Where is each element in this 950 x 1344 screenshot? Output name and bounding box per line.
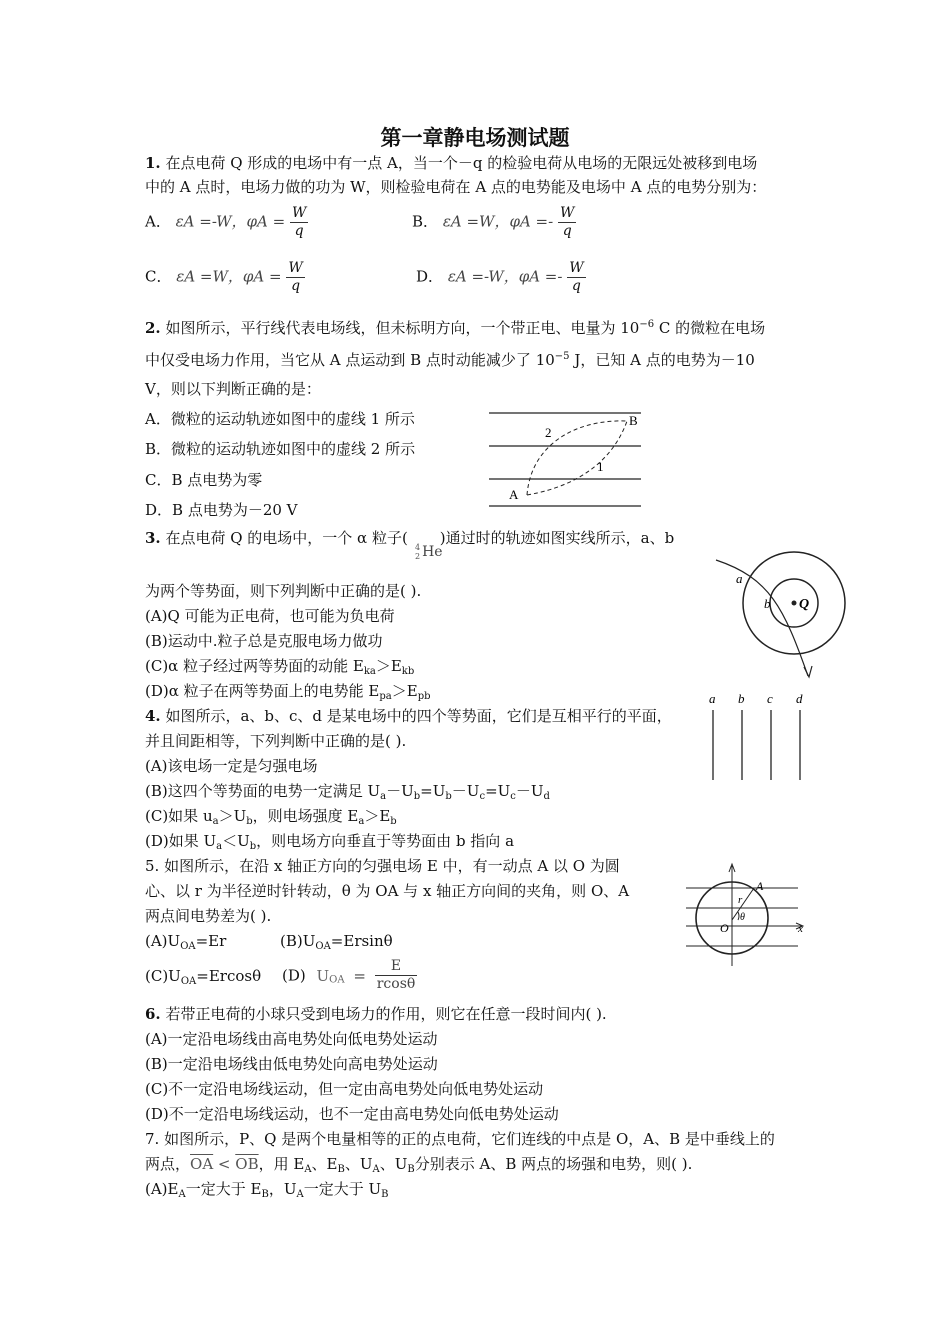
q5-option-c: $(C)U_{OA}=Ercos\theta$	[145, 967, 262, 987]
q5-option-b: $(B)U_{OA}=Ersin\theta$	[280, 932, 393, 952]
q2-option-c: C．B 点电势为零	[145, 471, 263, 489]
q7-stem-line2: 两点，$\overline{OA} < \overline{OB}$，用 $E_A$、$E_B$、$U_A$、$U_B$分别表示 A、B 两点的场强和电势，则( ).	[145, 1155, 693, 1175]
q1-option-b: B． εA =W，φA =- $\frac{W}{q}$	[412, 205, 575, 239]
label-q: Q	[799, 597, 810, 612]
label-1: 1	[597, 459, 604, 474]
label-a: a	[736, 571, 743, 586]
q2-stem-line2: 中仅受电场力作用，当它从 A 点运动到 B 点时动能减少了 $10^{-5}$ J，已知 A 点的电势为－10	[145, 351, 755, 369]
trajectory-1	[527, 421, 627, 495]
fraction: $\frac{W}{q}$	[569, 260, 584, 294]
q4-option-b: (B)这四个等势面的电势一定满足 $U_a-U_b=U_b-U_c=U_c-U_d$	[145, 782, 550, 802]
q5-circle-motion-figure	[678, 858, 818, 970]
label-b: B	[629, 413, 638, 428]
label-2: 2	[545, 425, 552, 440]
q5-stem-line2: 心、以 r 为半径逆时针转动，θ 为 OA 与 x 轴正方向间的夹角，则 O、A	[145, 882, 630, 900]
q4-option-c: (C)如果 $u_a>U_b$，则电场强度 $E_a>E_b$	[145, 807, 397, 827]
label-a: A	[756, 879, 764, 893]
label-d: d	[796, 691, 803, 706]
fraction: $\frac{W}{q}$	[291, 205, 307, 239]
q3-stem-line1: 3. 在点电荷 Q 的电场中，一个 α 粒子( )通过时的轨迹如图实线所示，a、b	[145, 529, 675, 547]
q2-field-lines-figure	[485, 405, 645, 510]
label-c: c	[767, 691, 773, 706]
q4-option-d: (D)如果 $U_a<U_b$，则电场方向垂直于等势面由 b 指向 a	[145, 832, 515, 852]
label-b: b	[764, 596, 771, 611]
q1-option-c: C． εA =W，φA = $\frac{W}{q}$	[145, 260, 303, 294]
q3-equipotential-figure	[712, 548, 847, 683]
alpha-trajectory	[716, 560, 808, 676]
q7-option-a: $(A)E_A$一定大于 $E_B$，$U_A$一定大于 $U_B$	[145, 1180, 389, 1200]
q4-stem-line2: 并且间距相等，下列判断中正确的是( ).	[145, 732, 407, 750]
page-title: 第一章静电场测试题	[380, 126, 570, 150]
q3-option-b: (B)运动中.粒子总是克服电场力做功	[145, 632, 383, 650]
label-o: O	[720, 921, 729, 935]
label-b: b	[738, 691, 745, 706]
fraction: $\frac{W}{q}$	[559, 205, 575, 239]
q2-option-a: A．微粒的运动轨迹如图中的虚线 1 所示	[145, 410, 415, 428]
label-theta: θ	[740, 912, 745, 923]
label-r: r	[738, 894, 743, 906]
fraction: $\frac{W}{q}$	[288, 260, 303, 294]
q6-option-b: (B)一定沿电场线由低电势处向高电势处运动	[145, 1055, 438, 1073]
q6-option-a: (A)一定沿电场线由高电势处向低电势处运动	[145, 1030, 438, 1048]
charge-q	[792, 601, 797, 606]
q1-stem-line1: 1. 在点电荷 Q 形成的电场中有一点 A，当一个－q 的检验电荷从电场的无限远处被移到电场	[145, 154, 758, 172]
helium-nuclide: 4 2 He	[415, 543, 443, 561]
q6-stem: 6. 若带正电荷的小球只受到电场力的作用，则它在任意一段时间内( ).	[145, 1005, 607, 1023]
q2-option-b: B．微粒的运动轨迹如图中的虚线 2 所示	[145, 440, 416, 458]
q6-option-d: (D)不一定沿电场线运动，也不一定由高电势处向低电势处运动	[145, 1105, 559, 1123]
q6-option-c: (C)不一定沿电场线运动，但一定由高电势处向低电势处运动	[145, 1080, 544, 1098]
q4-stem-line1: 4. 如图所示，a、b、c、d 是某电场中的四个等势面，它们是互相平行的平面，	[145, 707, 672, 725]
q7-stem-line1: 7. 如图所示，P、Q 是两个电量相等的正的点电荷，它们连线的中点是 O，A、B 是中垂线上的	[145, 1130, 775, 1148]
q4-option-a: (A)该电场一定是匀强电场	[145, 757, 318, 775]
label-x: x	[798, 923, 803, 935]
q3-option-d: (D)α 粒子在两等势面上的电势能 $E_{pa}>E_{pb}$	[145, 682, 431, 702]
q5-stem-line3: 两点间电势差为( ).	[145, 907, 272, 925]
q1-option-a: A． εA =-W，φA = $\frac{W}{q}$	[145, 205, 307, 239]
q5-stem-line1: 5. 如图所示，在沿 x 轴正方向的匀强电场 E 中，有一动点 A 以 O 为圆	[145, 857, 620, 875]
q3-option-a: (A)Q 可能为正电荷，也可能为负电荷	[145, 607, 395, 625]
angle-arc	[738, 912, 739, 920]
q1-option-d: D． εA =-W，φA =- $\frac{W}{q}$	[416, 260, 584, 294]
q2-stem-line1: 2. 如图所示，平行线代表电场线，但未标明方向，一个带正电、电量为 $10^{-6}$ C 的微粒在电场	[145, 319, 766, 337]
label-a: A	[509, 487, 519, 502]
q5-option-d: (D) $U_{OA}$ = $\frac{E}{rcos\theta}$	[282, 958, 416, 992]
label-a: a	[709, 691, 716, 706]
fraction: $\frac{E}{rcos\theta}$	[376, 958, 416, 992]
q4-equipotential-planes-figure	[700, 688, 815, 783]
q3-option-c: (C)α 粒子经过两等势面的动能 $E_{ka}>E_{kb}$	[145, 657, 415, 677]
q3-stem-line2: 为两个等势面，则下列判断中正确的是( ).	[145, 582, 422, 600]
q5-option-a: $(A)U_{OA}=Er$	[145, 932, 227, 952]
q2-option-d: D．B 点电势为－20 V	[145, 501, 298, 519]
q2-stem-line3: V，则以下判断正确的是：	[145, 380, 321, 398]
q1-stem-line2: 中的 A 点时，电场力做的功为 W，则检验电荷在 A 点的电势能及电场中 A 点的电势分别为：	[145, 178, 767, 196]
trajectory-2	[527, 421, 627, 495]
